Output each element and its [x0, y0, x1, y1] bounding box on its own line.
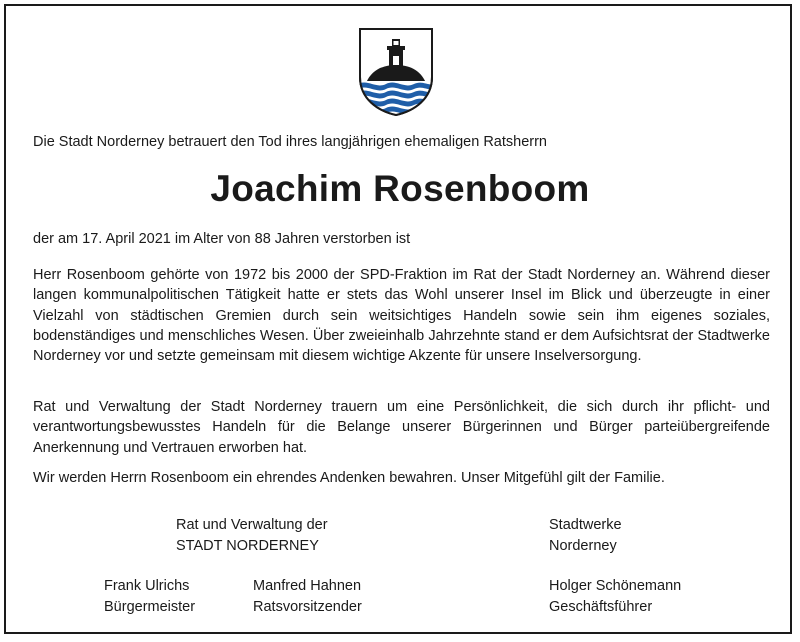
- signatory-mayor: [104, 576, 195, 618]
- signatory-managing-director: [549, 576, 681, 618]
- signatory-role: Ratsvorsitzender: [253, 599, 362, 615]
- death-date-line: der am 17. April 2021 im Alter von 88 Jahren verstorben ist: [33, 231, 411, 247]
- signatory-council-chair: [253, 576, 362, 618]
- utility-line2: Norderney: [549, 538, 617, 554]
- deceased-name: Joachim Rosenboom: [210, 168, 590, 209]
- norderney-coat-of-arms-icon: [358, 27, 434, 117]
- council-line1: Rat und Verwaltung der: [176, 517, 328, 533]
- intro-line: Die Stadt Norderney betrauert den Tod ihres langjährigen ehemaligen Ratsherrn: [33, 134, 547, 150]
- tribute-paragraph: Rat und Verwaltung der Stadt Norderney trauern um eine Persönlichkeit, die sich durch ihr pflicht- und verantwortungsbewusstes Handeln für die Belange unserer Bürgerinnen und Bürger parteiübergreifende Anerkennung und Vertrauen erworben hat.: [33, 399, 770, 456]
- condolence-paragraph: Wir werden Herrn Rosenboom ein ehrendes Andenken bewahren. Unser Mitgefühl gilt der Familie.: [33, 470, 665, 486]
- signatory-name: Manfred Hahnen: [253, 578, 362, 594]
- signature-utility: [549, 515, 622, 557]
- signatory-name: Frank Ulrichs: [104, 578, 190, 594]
- utility-line1: Stadtwerke: [549, 517, 622, 533]
- signature-council: [176, 515, 328, 557]
- signatory-role: Bürgermeister: [104, 599, 196, 615]
- tribute-paragraph: Herr Rosenboom gehörte von 1972 bis 2000 der SPD-Fraktion im Rat der Stadt Norderney an. Während dieser langen kommunalpolitischen Tätigkeit hatte er stets das Wohl unserer Insel im Blick und überzeugte in einer Vielzahl von städtischen Gremien durch sein weitsichtiges Handeln sowie sein ihm eigenes soziales, bodenständiges und menschliches Wesen. Über zweieinhalb Jahrzehnte stand er dem Aufsichtsrat der Stadtwerke Norderney vor und setzte gemeinsam mit diesem wichtige Akzente für unsere Inselversorgung.: [33, 267, 770, 365]
- council-line2: STADT NORDERNEY: [176, 538, 319, 554]
- signatory-name: Holger Schönemann: [549, 578, 682, 594]
- signatory-role: Geschäftsführer: [549, 599, 653, 615]
